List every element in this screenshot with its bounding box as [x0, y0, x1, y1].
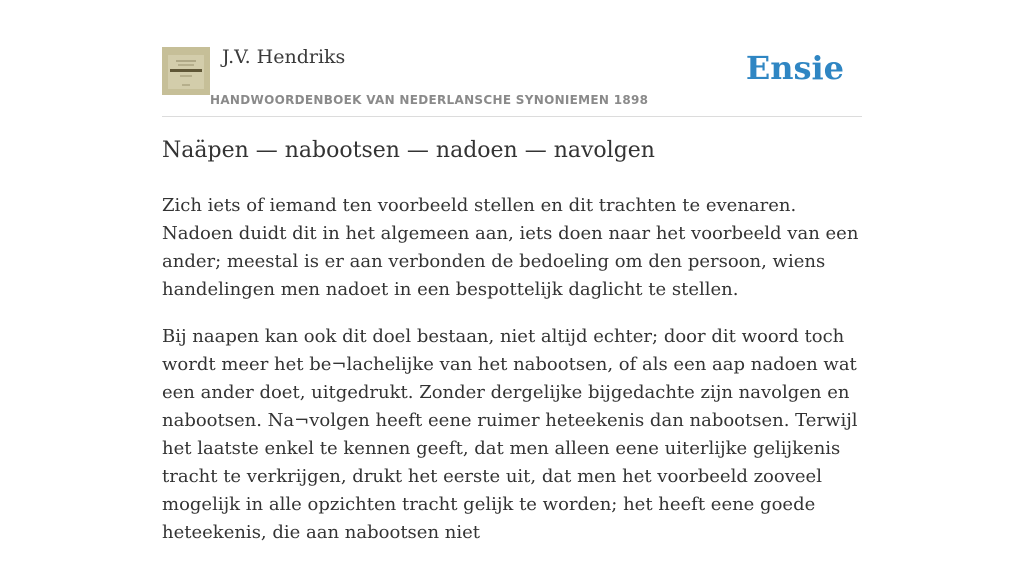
entry-content	[162, 192, 872, 566]
header	[162, 46, 862, 117]
ensie-logo[interactable]: Ensie	[745, 49, 844, 87]
entry-title: Naäpen — nabootsen — nadoen — navolgen	[162, 138, 655, 163]
paragraph-1: Zich iets of iemand ten voorbeeld stellen en dit trachten te evenaren. Nadoen duidt dit in het algemeen aan, iets doen naar het voorbeeld van een ander; meestal is er aan verbonden de bedoeling om den persoon, wiens handelingen men nadoet in een bespottelijk daglicht te stellen.	[162, 195, 859, 300]
author-name[interactable]: J.V. Hendriks	[222, 46, 346, 68]
book-cover-icon[interactable]	[162, 47, 210, 95]
paragraph-2: Bij naapen kan ook dit doel bestaan, niet altijd echter; door dit woord toch wordt meer het be¬lachelijke van het nabootsen, of als een aap nadoen wat een ander doet, uitgedrukt. Zonder dergelijke bijgedachte zijn navolgen en nabootsen. Na¬volgen heeft eene ruimer heteekenis dan nabootsen. Terwijl het laatste enkel te kennen geeft, dat men alleen eene uiterlijke gelijkenis tracht te verkrijgen, drukt het eerste uit, dat men het voorbeeld zooveel mogelijk in alle opzichten tracht gelijk te worden; het heeft eene goede heteekenis, die aan nabootsen niet	[162, 326, 858, 543]
book-title[interactable]: HANDWOORDENBOEK VAN NEDERLANSCHE SYNONIEMEN 1898	[210, 93, 649, 107]
